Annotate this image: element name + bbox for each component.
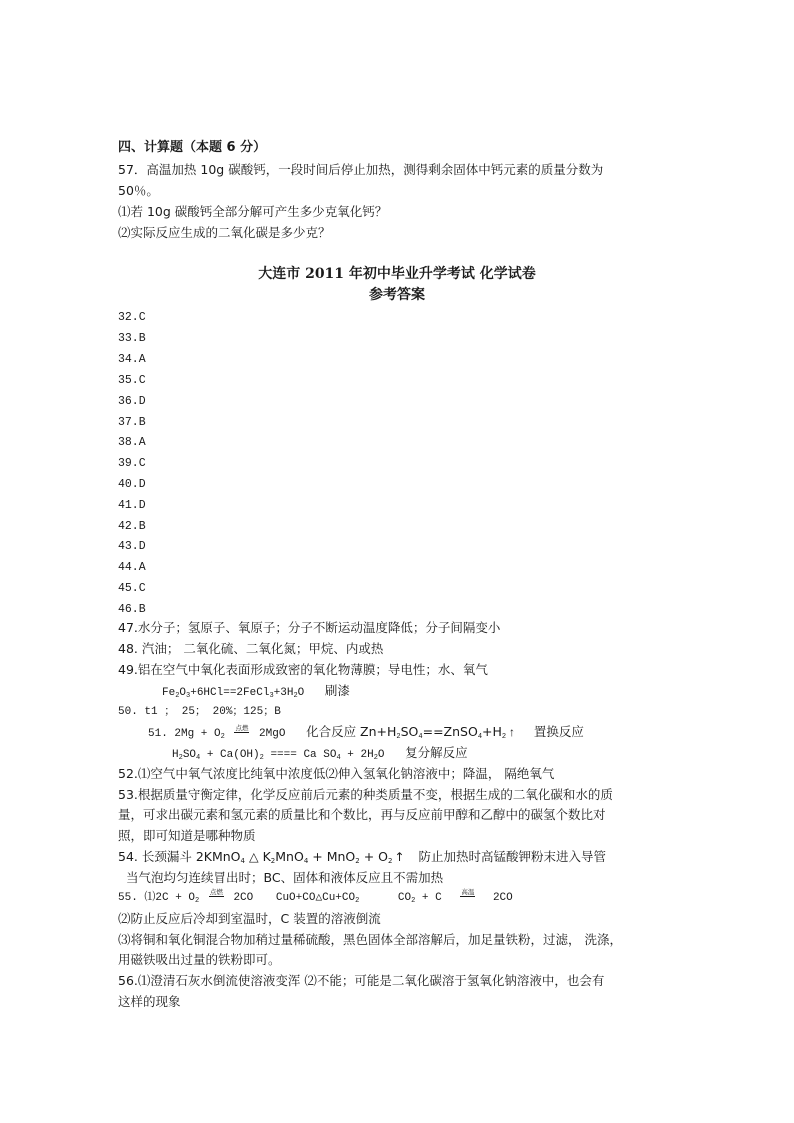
choice-answer: 35.C (118, 374, 146, 387)
subscript: 3 (186, 692, 191, 700)
reaction-condition: 点燃 (209, 889, 223, 896)
subscript: 2 (293, 692, 298, 700)
formula-text: + O (359, 849, 388, 864)
answer-55-part3-line1: ⑶将铜和氧化铜混合物加稍过量稀硫酸，黑色固体全部溶解后，加足量铁粉，过滤， 洗涤， (118, 932, 622, 947)
subscript: 4 (196, 754, 201, 762)
answer-51-line1 (148, 723, 584, 743)
question-57-line2: 50％。 (118, 183, 159, 198)
subscript: 2 (178, 754, 183, 762)
answer-48: 48. 汽油； 二氧化硫、二氧化氮；甲烷、内或热 (118, 641, 384, 656)
formula-text: +H (482, 724, 502, 739)
subscript: 2 (270, 857, 276, 865)
choice-answer: 32.C (118, 311, 146, 324)
answer-49-equation (162, 682, 350, 702)
choice-answer: 42.B (118, 520, 146, 533)
answer-54-line1 (118, 848, 606, 866)
formula-text: 2CO (492, 892, 513, 904)
subscript: 4 (303, 857, 309, 865)
gas-arrow-icon: ↑ (394, 850, 405, 864)
question-57-sub1: ⑴若 10g 碳酸钙全部分解可产生多少克氧化钙？ (118, 204, 388, 219)
subscript: 4 (336, 754, 341, 762)
formula-text: 51. 2Mg + O (148, 728, 221, 740)
question-57-line1: 57．高温加热 10g 碳酸钙，一段时间后停止加热，测得剩余固体中钙元素的质量分数为 (118, 162, 604, 177)
choice-answer: 46.B (118, 603, 146, 616)
answer-53-line1: 53.根据质量守衡定律，化学反应前后元素的种类质量不变，根据生成的二氧化碳和水的质 (118, 787, 613, 802)
choice-answer: 41.D (118, 499, 146, 512)
formula-text: 2CO (233, 892, 254, 904)
answer-56-line1: 56.⑴澄清石灰水倒流使溶液变浑 ⑵不能；可能是二氧化碳溶于氢氧化钠溶液中，也会有 (118, 973, 605, 988)
choice-answer: 34.A (118, 353, 146, 366)
formula-text: SO (182, 749, 197, 761)
formula-text: ==== Ca SO (263, 749, 337, 761)
subscript: 2 (355, 897, 360, 905)
answer-52: 52.⑴空气中氧气浓度比纯氧中浓度低⑵伸入氢氧化钠溶液中；降温， 隔绝氧气 (118, 766, 555, 781)
choice-answer: 37.B (118, 416, 146, 429)
choice-answer: 44.A (118, 561, 146, 574)
choice-answer: 36.D (118, 395, 146, 408)
formula-text: 化合反应 Zn+H (306, 724, 397, 739)
formula-text: O (377, 749, 385, 761)
formula-text: 55. ⑴2C + O (118, 892, 196, 904)
answers-subtitle: 参考答案 (369, 287, 425, 303)
choice-answer: 33.B (118, 332, 146, 345)
choice-answer: 38.A (118, 436, 146, 449)
answer-51-line2 (172, 744, 468, 764)
formula-text: +6HCl==2FeCl (190, 687, 270, 699)
formula-text: O (179, 687, 187, 699)
answer-49-tail: 刷漆 (324, 683, 350, 698)
section-heading: 四、计算题（本题 6 分） (118, 140, 267, 155)
choice-answer: 40.D (118, 478, 146, 491)
formula-text: MnO (275, 849, 304, 864)
answer-54-line2: 当气泡均匀连续冒出时；BC、固体和液体反应且不需加热 (126, 870, 444, 885)
answer-47: 47.水分子；氢原子、氧原子；分子不断运动温度降低；分子间隔变小 (118, 620, 501, 635)
formula-text: CO (397, 892, 412, 904)
subscript: 2 (396, 733, 401, 741)
answer-53-line2: 量，可求出碳元素和氢元素的质量比和个数比，再与反应前甲醇和乙醇中的碳氢个数比对 (118, 807, 606, 822)
subscript: 2 (259, 754, 264, 762)
formula-text: K (262, 849, 271, 864)
formula-text: + C (415, 892, 442, 904)
subscript: 2 (411, 897, 416, 905)
answer-54-tail: 防止加热时高锰酸钾粉末进入导管 (418, 849, 607, 864)
choice-answer: 39.C (118, 457, 146, 470)
subscript: 2 (373, 754, 378, 762)
subscript: 2 (387, 857, 393, 865)
reaction-condition: 点燃 (235, 725, 249, 732)
subscript: 2 (195, 897, 200, 905)
answer-55-part2: ⑵防止反应后冷却到室温时，C 装置的溶液倒流 (118, 911, 381, 926)
formula-text: CuO+CO (275, 892, 316, 904)
subscript: 2 (220, 733, 225, 741)
gas-arrow-icon: ↑ (508, 726, 516, 740)
subscript: 2 (355, 857, 360, 865)
reaction-type: 置换反应 (533, 724, 584, 739)
formula-text: Fe (162, 687, 176, 699)
reaction-condition: △ (315, 892, 323, 904)
formula-text: + 2H (340, 749, 374, 761)
subscript: 4 (240, 857, 245, 865)
choice-answer: 43.D (118, 540, 146, 553)
subscript: 4 (418, 733, 423, 741)
reaction-condition: △ (248, 849, 259, 864)
formula-text: 2MgO (259, 728, 286, 740)
formula-text: ==ZnSO (422, 724, 478, 739)
formula-text: H (172, 749, 179, 761)
formula-text: 54. 长颈漏斗 2KMnO (118, 849, 241, 864)
formula-text: + MnO (308, 849, 356, 864)
answer-55-part3-line2: 用磁铁吸出过量的铁粉即可。 (118, 952, 281, 967)
subscript: 2 (175, 692, 180, 700)
answer-49: 49.铝在空气中氧化表面形成致密的氧化物薄膜；导电性；水、氧气 (118, 662, 488, 677)
answer-53-line3: 照，即可知道是哪种物质 (118, 828, 256, 843)
formula-text: O (297, 687, 305, 699)
answers-title: 大连市 2011 年初中毕业升学考试 化学试卷 (258, 266, 536, 282)
formula-text: + Ca(OH) (200, 749, 260, 761)
choice-answer: 45.C (118, 582, 146, 595)
question-57-sub2: ⑵实际反应生成的二氧化碳是多少克？ (118, 225, 331, 240)
answer-55-line1 (118, 889, 513, 907)
formula-text: SO (400, 724, 419, 739)
reaction-type: 复分解反应 (405, 745, 468, 760)
answer-50: 50. t1 ； 25； 20%；125；B (118, 706, 281, 718)
subscript: 2 (501, 733, 507, 741)
subscript: 3 (269, 692, 274, 700)
reaction-condition: 高温 (461, 889, 475, 896)
formula-text: +3H (273, 687, 294, 699)
answer-56-line2: 这样的现象 (118, 994, 181, 1009)
subscript: 4 (477, 733, 483, 741)
formula-text: Cu+CO (322, 892, 356, 904)
